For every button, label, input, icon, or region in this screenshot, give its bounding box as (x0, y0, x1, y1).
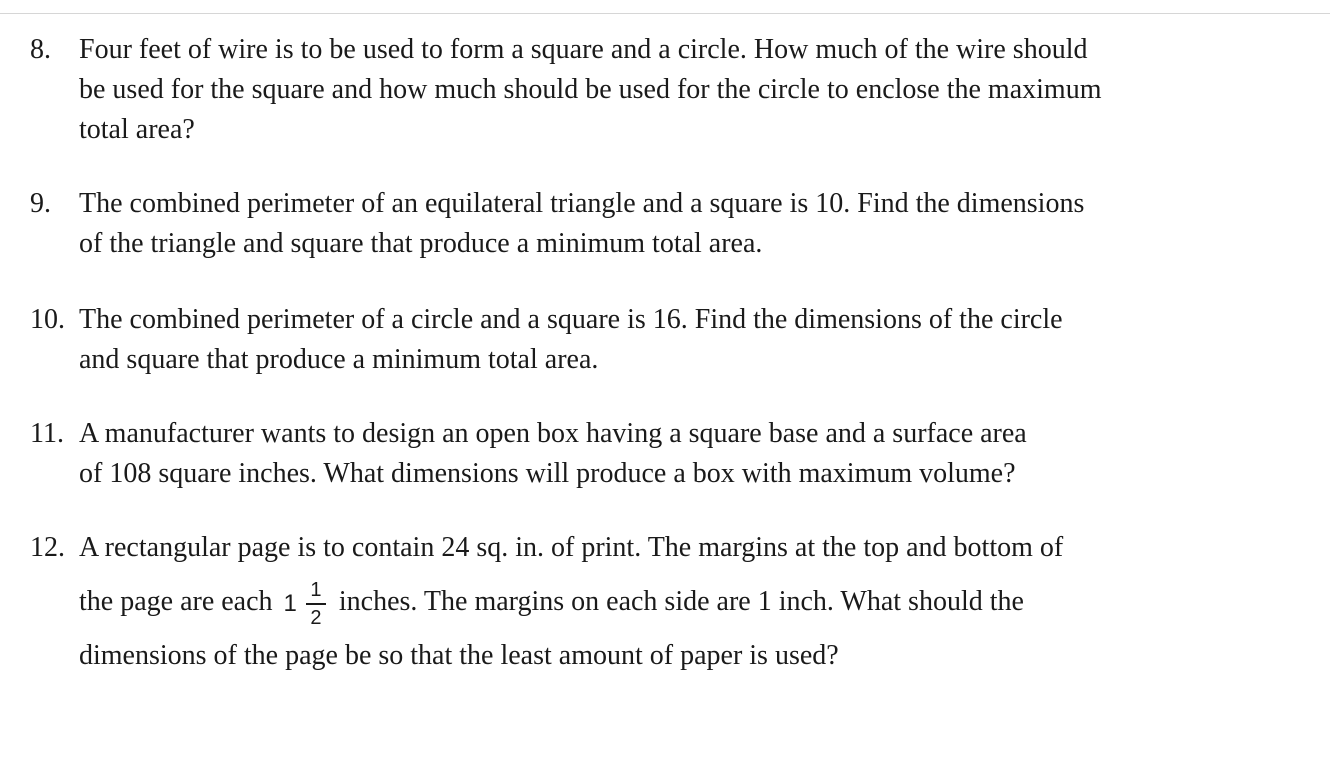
problem-text-segment: the page are each (79, 586, 273, 617)
fraction-denominator: 2 (310, 607, 322, 630)
problem-text-line: of 108 square inches. What dimensions will produce a box with maximum volume? (79, 458, 1016, 489)
problem-text-line: total area? (79, 114, 195, 145)
problem-10 (30, 300, 1320, 380)
problem-text-line-with-fraction (30, 572, 1320, 632)
top-divider (0, 13, 1330, 14)
problem-text-line: and square that produce a minimum total area. (79, 344, 599, 375)
mixed-number-whole: 1 (283, 590, 297, 618)
problem-9 (30, 184, 1320, 264)
problem-text-line: The combined perimeter of a circle and a square is 16. Find the dimensions of the circle (79, 304, 1063, 335)
problem-text-line: A rectangular page is to contain 24 sq. in. of print. The margins at the top and bottom of (79, 532, 1064, 563)
problem-text-line: of the triangle and square that produce a minimum total area. (79, 228, 763, 259)
problem-text-segment: inches. The margins on each side are 1 inch. What should the (338, 586, 1024, 617)
problem-text-line: dimensions of the page be so that the least amount of paper is used? (79, 640, 839, 671)
fraction-bar (306, 603, 326, 605)
problem-number: 12. (30, 532, 65, 563)
problem-text-line: Four feet of wire is to be used to form a square and a circle. How much of the wire should (79, 34, 1088, 65)
problem-8 (30, 30, 1320, 150)
fraction (306, 578, 326, 630)
problem-number: 9. (30, 188, 51, 219)
problem-text-line: A manufacturer wants to design an open box having a square base and a surface area (79, 418, 1027, 449)
problem-number: 8. (30, 34, 51, 65)
problem-12 (30, 528, 1320, 676)
fraction-numerator: 1 (310, 579, 322, 602)
problem-number: 10. (30, 304, 65, 335)
problem-text-line: be used for the square and how much should be used for the circle to enclose the maximum (79, 74, 1102, 105)
problem-11 (30, 414, 1320, 494)
problem-text-line: The combined perimeter of an equilateral triangle and a square is 10. Find the dimensions (79, 188, 1085, 219)
mixed-number (284, 573, 326, 635)
problem-number: 11. (30, 418, 64, 449)
